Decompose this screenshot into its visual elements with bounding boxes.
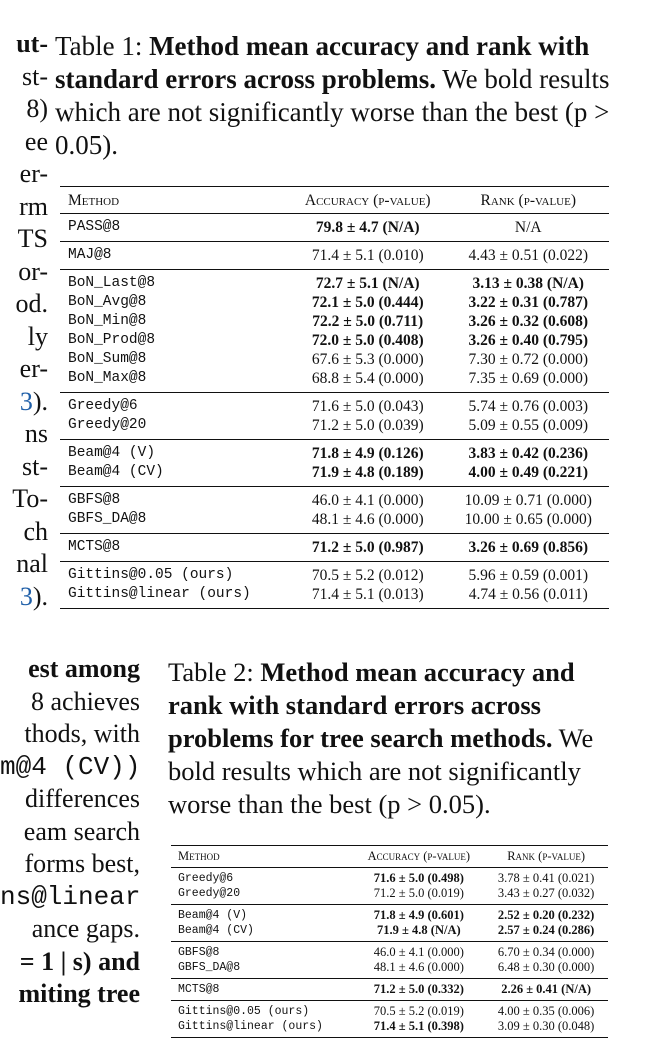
accuracy-cell: 48.1 ± 4.6 (0.000) <box>373 960 464 974</box>
left-fragment-line: er- <box>19 159 48 188</box>
method-cell: BoN_Avg@8 <box>68 294 147 310</box>
table-row <box>171 923 608 942</box>
left-column-fragment-top <box>0 28 48 613</box>
method-cell: Beam@4 (V) <box>178 909 248 922</box>
left-fragment-line: ch <box>23 516 48 546</box>
method-cell: BoN_Sum@8 <box>68 351 147 367</box>
method-cell: Gittins@0.05 (ours) <box>68 567 234 583</box>
accuracy-cell: 48.1 ± 4.6 (0.000) <box>311 511 424 528</box>
rank-cell: 4.00 ± 0.35 (0.006) <box>497 1004 595 1018</box>
accuracy-cell: 71.2 ± 5.0 (0.019) <box>373 886 464 900</box>
left-fragment-line: miting tree <box>18 979 140 1008</box>
table1-caption-label: Table 1: <box>55 31 143 61</box>
table1-group <box>60 214 609 242</box>
table-row <box>60 440 609 464</box>
left-fragment-line: or- <box>18 256 48 286</box>
accuracy-cell: 71.8 ± 4.9 (0.601) <box>373 908 464 922</box>
rank-cell: 7.35 ± 0.69 (0.000) <box>468 370 589 387</box>
left-fragment-line: er- <box>19 354 48 383</box>
left-fragment-line: forms best, <box>24 849 140 878</box>
rank-cell: 10.09 ± 0.71 (0.000) <box>464 492 592 509</box>
accuracy-cell: 72.2 ± 5.0 (0.711) <box>312 313 424 330</box>
accuracy-cell: 72.0 ± 5.0 (0.408) <box>311 332 424 349</box>
left-fragment-line: ly <box>27 321 48 351</box>
left-column-fragment-bottom <box>0 653 140 1011</box>
left-fragment-line: ance gaps. <box>31 914 140 943</box>
table-row <box>60 369 609 393</box>
table-row <box>60 416 609 440</box>
accuracy-cell: 71.4 ± 5.1 (0.010) <box>311 247 424 264</box>
method-cell: Greedy@6 <box>178 872 234 885</box>
rank-cell: 5.09 ± 0.55 (0.009) <box>468 417 589 434</box>
table1-caption <box>55 30 615 162</box>
table1 <box>60 186 609 609</box>
accuracy-cell: 67.6 ± 5.3 (0.000) <box>311 351 424 368</box>
left-fragment-line: nal <box>16 549 48 578</box>
method-cell: BoN_Max@8 <box>68 370 147 386</box>
table-row <box>60 585 609 609</box>
method-cell: Gittins@linear (ours) <box>68 586 251 602</box>
method-cell: Beam@4 (V) <box>68 445 156 461</box>
table-row <box>60 350 609 369</box>
left-fragment-line: = 1 | s) and <box>19 946 140 976</box>
table2-group <box>171 868 608 905</box>
rank-cell: 2.57 ± 0.24 (0.286) <box>497 923 595 937</box>
rank-cell: 3.26 ± 0.40 (0.795) <box>468 332 589 349</box>
table-row <box>60 270 609 294</box>
table-row <box>60 331 609 350</box>
table-row <box>60 214 609 242</box>
table-row <box>171 1019 608 1038</box>
rank-cell: 10.00 ± 0.65 (0.000) <box>464 511 592 528</box>
table-row <box>171 979 608 1001</box>
table1-group <box>60 270 609 393</box>
method-cell: Greedy@6 <box>68 398 138 414</box>
method-cell: PASS@8 <box>68 219 121 235</box>
table1-caption-bold: Method mean accuracy and rank with standard errors across problems. <box>55 31 590 94</box>
table2-caption <box>168 656 620 821</box>
table-row <box>60 393 609 417</box>
method-cell: BoN_Last@8 <box>68 275 156 291</box>
table-row <box>60 487 609 511</box>
accuracy-cell: 71.2 ± 5.0 (0.332) <box>373 982 464 996</box>
accuracy-cell: 68.8 ± 5.4 (0.000) <box>311 370 424 387</box>
method-cell: MCTS@8 <box>68 539 121 555</box>
rank-cell: 5.74 ± 0.76 (0.003) <box>468 398 589 415</box>
table1-header-rank: Rank (p-value) <box>480 191 576 209</box>
rank-cell: 3.22 ± 0.31 (0.787) <box>468 294 589 311</box>
left-fragment-line: 3). <box>19 386 48 416</box>
rank-cell: N/A <box>514 219 542 236</box>
method-cell: GBFS_DA@8 <box>178 961 241 974</box>
left-fragment-line: 3). <box>19 581 48 611</box>
table-row <box>60 312 609 331</box>
method-cell: MCTS@8 <box>178 983 220 996</box>
left-fragment-line: TS <box>17 224 48 253</box>
table1-caption-rest: We bold results which are not significantly worse than the best (p > 0.05). <box>55 64 610 160</box>
accuracy-cell: 71.6 ± 5.0 (0.043) <box>311 398 424 415</box>
table1-header-method: Method <box>68 191 120 209</box>
rank-cell: 3.13 ± 0.38 (N/A) <box>472 275 584 292</box>
table1-header-row <box>60 187 609 214</box>
rank-cell: 3.09 ± 0.30 (0.048) <box>497 1019 595 1033</box>
table2-header-method: Method <box>178 849 220 863</box>
table1-group <box>60 534 609 562</box>
method-cell: Gittins@0.05 (ours) <box>178 1005 310 1018</box>
accuracy-cell: 72.1 ± 5.0 (0.444) <box>311 294 424 311</box>
table2-header-row <box>171 846 608 868</box>
left-fragment-line: 8 achieves <box>30 686 140 716</box>
accuracy-cell: 72.7 ± 5.1 (N/A) <box>315 275 420 292</box>
left-fragment-line: od. <box>15 289 48 318</box>
table2-header-rank: Rank (p-value) <box>507 849 586 863</box>
accuracy-cell: 71.9 ± 4.8 (0.189) <box>311 464 424 481</box>
rank-cell: 4.00 ± 0.49 (0.221) <box>468 464 589 481</box>
table2-group <box>171 1001 608 1038</box>
table1-group <box>60 440 609 487</box>
left-fragment-line: ns@linear <box>0 881 140 912</box>
table2 <box>171 845 608 1038</box>
table1-group <box>60 562 609 609</box>
accuracy-cell: 71.2 ± 5.0 (0.039) <box>311 417 424 434</box>
rank-cell: 3.26 ± 0.69 (0.856) <box>468 539 589 556</box>
table-row <box>171 868 608 887</box>
left-fragment-line: st- <box>22 451 48 481</box>
left-fragment-line: ut- <box>16 29 48 58</box>
accuracy-cell: 79.8 ± 4.7 (N/A) <box>315 219 420 236</box>
table-row <box>171 1001 608 1020</box>
table-row <box>60 534 609 562</box>
table-row <box>60 562 609 586</box>
accuracy-cell: 46.0 ± 4.1 (0.000) <box>373 945 464 959</box>
method-cell: GBFS_DA@8 <box>68 511 147 527</box>
method-cell: Greedy@20 <box>68 417 147 433</box>
table2-group <box>171 905 608 942</box>
left-fragment-line: eam search <box>23 816 140 846</box>
accuracy-cell: 71.9 ± 4.8 (N/A) <box>377 923 461 937</box>
table2-group <box>171 979 608 1001</box>
method-cell: Beam@4 (CV) <box>68 464 164 480</box>
rank-cell: 2.52 ± 0.20 (0.232) <box>497 908 595 922</box>
left-fragment-line: est among <box>28 654 140 683</box>
rank-cell: 3.26 ± 0.32 (0.608) <box>468 313 589 330</box>
accuracy-cell: 46.0 ± 4.1 (0.000) <box>311 492 424 509</box>
rank-cell: 4.74 ± 0.56 (0.011) <box>468 586 588 603</box>
rank-cell: 7.30 ± 0.72 (0.000) <box>468 351 589 368</box>
table2-header-accuracy: Accuracy (p-value) <box>367 849 471 863</box>
table-row <box>60 510 609 534</box>
table1-header-accuracy: Accuracy (p-value) <box>304 191 431 209</box>
table-row <box>171 905 608 924</box>
table1-group <box>60 487 609 534</box>
rank-cell: 2.26 ± 0.41 (N/A) <box>501 982 592 996</box>
method-cell: Greedy@20 <box>178 887 241 900</box>
method-cell: BoN_Prod@8 <box>68 332 156 348</box>
rank-cell: 3.43 ± 0.27 (0.032) <box>497 886 595 900</box>
table2-caption-rest: We bold results which are not significantly worse than the best (p > 0.05). <box>168 723 594 819</box>
rank-cell: 5.96 ± 0.59 (0.001) <box>468 567 589 584</box>
accuracy-cell: 71.6 ± 5.0 (0.498) <box>373 871 464 885</box>
accuracy-cell: 71.8 ± 4.9 (0.126) <box>311 445 424 462</box>
rank-cell: 3.78 ± 0.41 (0.021) <box>497 871 595 885</box>
accuracy-cell: 70.5 ± 5.2 (0.012) <box>311 567 424 584</box>
method-cell: MAJ@8 <box>68 247 112 263</box>
left-fragment-line: ns <box>24 419 48 448</box>
method-cell: Beam@4 (CV) <box>178 924 254 937</box>
table2-caption-label: Table 2: <box>168 657 254 687</box>
accuracy-cell: 71.4 ± 5.1 (0.398) <box>373 1019 464 1033</box>
table2-caption-bold: Method mean accuracy and rank with standard errors across problems for tree search methods. <box>168 657 575 753</box>
table1-group <box>60 242 609 270</box>
left-fragment-line: 8) <box>26 94 48 123</box>
table-row <box>171 960 608 979</box>
method-cell: GBFS@8 <box>68 492 121 508</box>
table-row <box>60 293 609 312</box>
method-cell: Gittins@linear (ours) <box>178 1020 323 1033</box>
method-cell: BoN_Min@8 <box>68 313 147 329</box>
table-row <box>171 942 608 961</box>
left-fragment-line: To- <box>12 484 48 513</box>
accuracy-cell: 71.2 ± 5.0 (0.987) <box>311 539 424 556</box>
table-row <box>60 242 609 270</box>
left-fragment-line: thods, with <box>24 719 140 748</box>
left-fragment-line: st- <box>22 61 48 91</box>
table-row <box>171 886 608 905</box>
rank-cell: 6.70 ± 0.34 (0.000) <box>497 945 595 959</box>
left-fragment-line: rm <box>19 191 48 221</box>
table-row <box>60 463 609 487</box>
left-fragment-line: ee <box>24 126 48 156</box>
accuracy-cell: 71.4 ± 5.1 (0.013) <box>311 586 424 603</box>
table1-group <box>60 393 609 440</box>
table2-group <box>171 942 608 979</box>
method-cell: GBFS@8 <box>178 946 220 959</box>
rank-cell: 6.48 ± 0.30 (0.000) <box>497 960 595 974</box>
rank-cell: 4.43 ± 0.51 (0.022) <box>468 247 589 264</box>
left-fragment-line: m@4 (CV)) <box>0 751 140 782</box>
accuracy-cell: 70.5 ± 5.2 (0.019) <box>373 1004 464 1018</box>
left-fragment-line: differences <box>24 784 140 813</box>
rank-cell: 3.83 ± 0.42 (0.236) <box>468 445 589 462</box>
